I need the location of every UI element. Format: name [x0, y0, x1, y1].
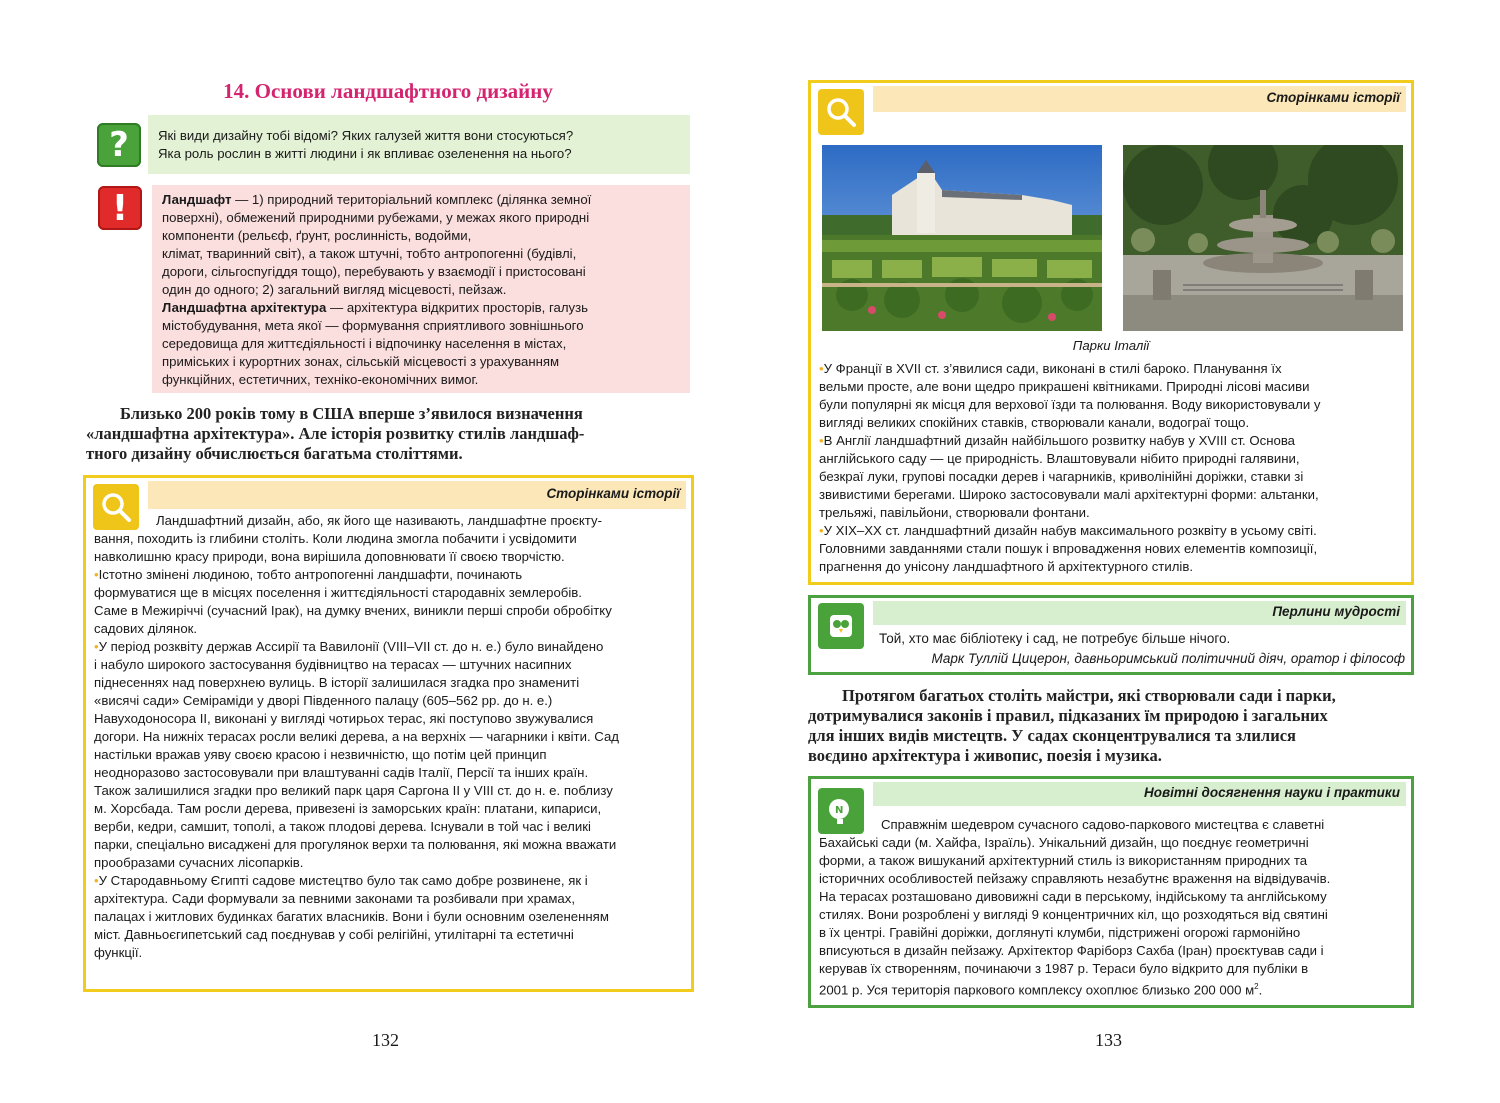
- history-line: Головними завданнями стали пошук і впровадження нових елементів композиції,: [819, 541, 1318, 556]
- history-box-right: [808, 80, 1414, 585]
- garden-photo-chateau: [822, 145, 1102, 331]
- history-line: У період розквіту держав Ассирії та Вавилонії (VIII–VII ст. до н. е.) було винайдено: [98, 639, 604, 654]
- history-line: трельяжі, павільйони, створювали фонтани.: [819, 505, 1090, 520]
- science-line: На терасах розташовано дивовижні сади в перському, індійському та англійському: [819, 889, 1327, 904]
- history-line: навколишню красу природи, вона вирішила доповнювати її своєю творчістю.: [94, 549, 565, 564]
- closing-line: дотримувалися законів і правил, підказаних їм природою і загальних: [808, 706, 1328, 725]
- closing-paragraph: [808, 686, 1414, 766]
- bullet-icon: •: [94, 873, 99, 888]
- history-line: садових ділянок.: [94, 621, 198, 636]
- history-line: Навуходоносора II, виконані у вигляді чотирьох терас, які поступово звужувалися: [94, 711, 594, 726]
- intro-paragraph: [86, 404, 690, 464]
- history-line: Ландшафтний дизайн, або, як його ще називають, ландшафтне проєкту-: [156, 513, 602, 528]
- wisdom-header: [873, 601, 1406, 625]
- definition-text: один до одного; 2) загальний вигляд місцевості, пейзаж.: [162, 282, 507, 297]
- superscript: 2: [1254, 982, 1259, 991]
- definition-text: компоненти (рельєф, ґрунт, рослинність, водойми,: [162, 228, 472, 243]
- history-line: палацах і житлових будинках багатих власників. Вони і були основним озелененням: [94, 909, 609, 924]
- history-line: міст. Давньоєгипетський сад поєднував у собі релігійні, утилітарні та естетичні: [94, 927, 574, 942]
- exclamation-icon: !: [98, 186, 142, 230]
- history-box-left: [83, 475, 694, 992]
- science-line: форми, а також вишуканий архітектурний стиль із використанням природних та: [819, 853, 1308, 868]
- history-line: У XIX–XX ст. ландшафтний дизайн набув максимального розквіту в усьому світі.: [823, 523, 1317, 538]
- history-line: Також залишилися згадки про великий парк царя Саргона II у VIII ст. до н. е. поблизу: [94, 783, 613, 798]
- history-header: [148, 481, 686, 509]
- history-line: верби, кедри, самшит, тополі, а також плодові дерева. Існували в той час і великі: [94, 819, 591, 834]
- history-line: вельми просте, але вони щедро прикрашені квітниками. Природні лісові масиви: [819, 379, 1310, 394]
- page-number: 132: [372, 1030, 399, 1050]
- history-line: настільки вражав уяву своєю красою і незвичністю, що потім цей принцип: [94, 747, 547, 762]
- bullet-icon: •: [819, 361, 824, 376]
- definition-text: функційних, естетичних, техніко-економічних вимог.: [162, 372, 479, 387]
- bullet-icon: •: [819, 523, 824, 538]
- page-title: 14. Основи ландшафтного дизайну: [223, 79, 553, 103]
- history-line: вання, походить із глибини століть. Коли людина змогла побачити і усвідомити: [94, 531, 577, 546]
- bullet-icon: •: [94, 639, 99, 654]
- wisdom-box: [808, 595, 1414, 675]
- bullet-icon: •: [94, 567, 99, 582]
- wisdom-header-label: Перлини мудрості: [1272, 604, 1400, 619]
- history-line: В Англії ландшафтний дизайн найбільшого розвитку набув у XVIII ст. Основа: [823, 433, 1296, 448]
- wisdom-quote: Той, хто має бібліотеку і сад, не потребує більше нічого.: [879, 631, 1231, 646]
- science-line: історичних особливостей пейзажу справляють незабутнє враження на відвідувачів.: [819, 871, 1331, 886]
- definition-text: — 1) природний територіальний комплекс (ділянка земної: [231, 192, 592, 207]
- history-line: вигляді великих спокійних ставків, створювали канали, водограї тощо.: [819, 415, 1250, 430]
- page-number: 133: [1095, 1030, 1122, 1050]
- history-line: парки, спеціально висаджені для прогулянок верхи та полювання, які можна вважати: [94, 837, 617, 852]
- intro-line: Близько 200 років тому в США вперше з’явилося визначення: [120, 404, 583, 423]
- science-line: Бахайські сади (м. Хайфа, Ізраїль). Унікальний дизайн, що поєднує геометричні: [819, 835, 1309, 850]
- history-line: і набуло широкого застосування будівництво на терасах — штучних насипних: [94, 657, 572, 672]
- history-line: Саме в Межиріччі (сучасний Ірак), на думку вчених, виникли перші спроби обробітку: [94, 603, 612, 618]
- definition-text: дороги, сільгоспугіддя тощо), перебувають у взаємодії і пристосовані: [162, 264, 586, 279]
- history-header: [873, 86, 1406, 112]
- definition-text: клімат, тваринний світ), а також штучні, тобто антропогенні (будівлі,: [162, 246, 577, 261]
- science-header: [873, 782, 1406, 806]
- end-period: .: [1258, 982, 1263, 998]
- history-header-label: Сторінками історії: [546, 486, 680, 501]
- history-line: формуватися ще в місцях поселення і життєдіяльності стародавніх землеробів.: [94, 585, 582, 600]
- closing-line: воєдино архітектура і живопис, поезія і музика.: [808, 746, 1162, 765]
- definition-text: — архітектура відкритих просторів, галузь: [326, 300, 589, 315]
- questions-box: [148, 115, 690, 174]
- history-line: прообразами сучасних лісопарків.: [94, 855, 304, 870]
- history-line: м. Хорсбада. Там росли дерева, привезені із заморських країн: платани, кипариси,: [94, 801, 602, 816]
- history-line: «висячі сади» Семіраміди у дворі Південного палацу (605–562 рр. до н. е.): [94, 693, 553, 708]
- science-line: вписуються в дизайн пейзажу. Архітектор Фаріборз Сахба (Іран) проєктував сади і: [819, 943, 1324, 958]
- history-text: [94, 512, 686, 962]
- history-line: У Стародавньому Єгипті садове мистецтво було так само добре розвинене, як і: [98, 873, 588, 888]
- term: Ландшафтна архітектура: [162, 300, 327, 315]
- science-line: Справжнім шедевром сучасного садово-паркового мистецтва є славетні: [881, 817, 1325, 832]
- science-box: [808, 776, 1414, 1008]
- intro-line: «ландшафтна архітектура». Але історія розвитку стилів ландшаф-: [86, 424, 585, 443]
- garden-photo-fountain: [1123, 145, 1403, 331]
- science-line: керував їх створенням, починаючи з 1987 р. Тераси було відкрито для публіки в: [819, 961, 1309, 976]
- definition-text: поверхні), обмежений природними рубежами, у межах якого природні: [162, 210, 590, 225]
- closing-line: для інших видів мистецтв. У садах сконцентрувалися та злилися: [808, 726, 1296, 745]
- question-line: Які види дизайну тобі відомі? Яких галузей життя вони стосуються?: [158, 128, 574, 143]
- definition-text: середовища для життєдіяльності і відпочинку населення в містах,: [162, 336, 567, 351]
- history-line: Істотно змінені людиною, тобто антропогенні ландшафти, починають: [98, 567, 523, 582]
- history-line: архітектура. Сади формували за певними законами та розбивали при храмах,: [94, 891, 575, 906]
- closing-line: Протягом багатьох століть майстри, які створювали сади і парки,: [842, 686, 1336, 705]
- magnifier-icon: [818, 89, 864, 135]
- history-line: звивистими берегами. Широко застосовували малі архітектурні форми: альтанки,: [819, 487, 1319, 502]
- science-line: стилях. Вони розроблені у вигляді 9 концентричних кіл, що розходяться від святині: [819, 907, 1328, 922]
- definition-text: приміських і курортних зонах, сільській місцевості з урахуванням: [162, 354, 560, 369]
- science-text: [819, 816, 1407, 999]
- history-line: прагнення до унісону ландшафтного й архітектурного стилів.: [819, 559, 1193, 574]
- history-line: неодноразово застосовували при влаштуванні садів Італії, Персії та інших країн.: [94, 765, 589, 780]
- history-line: У Франції в XVII ст. з’явилися сади, виконані в стилі бароко. Планування їх: [823, 361, 1282, 376]
- science-header-label: Новітні досягнення науки і практики: [1144, 785, 1400, 800]
- history-header-label: Сторінками історії: [1266, 90, 1400, 105]
- svg-text:N: N: [835, 805, 844, 816]
- owl-icon: [818, 603, 864, 649]
- question-line: Яка роль рослин в житті людини і як впливає озеленення на нього?: [158, 146, 572, 161]
- term: Ландшафт: [162, 192, 232, 207]
- history-line: піднесеннях над поверхнею вулиць. В історії залишилася згадка про знамениті: [94, 675, 580, 690]
- science-line: 2001 р. Уся територія паркового комплексу охоплює близько 200 000 м: [819, 982, 1255, 998]
- intro-line: тного дизайну обчислюється багатьма століттями.: [86, 444, 463, 463]
- definitions-box: [152, 185, 690, 393]
- photo-caption: Парки Італії: [1072, 338, 1150, 353]
- bullet-icon: •: [819, 433, 824, 448]
- science-line: в їх центрі. Гравійні доріжки, доглянуті клумби, підстрижені огорожі гармонійно: [819, 925, 1301, 940]
- history-line: англійського саду — це природність. Влаштовували нібито природні галявини,: [819, 451, 1300, 466]
- wisdom-author: Марк Туллій Цицерон, давньоримський політичний діяч, оратор і філософ: [931, 651, 1405, 666]
- history-line: догори. На нижніх терасах росли великі дерева, а на верхніх — чагарники і квіти. Сад: [94, 729, 619, 744]
- definition-text: містобудування, мета якої — формування сприятливого зовнішнього: [162, 318, 584, 333]
- history-line: були популярні як місця для верхової їзди та полювання. Воду використовували у: [819, 397, 1321, 412]
- history-line: безкраї луки, групові посадки дерев і чагарників, криволінійні доріжки, ставки зі: [819, 469, 1304, 484]
- history-line: функції.: [94, 945, 143, 960]
- question-icon: ?: [97, 123, 141, 167]
- history-text: [819, 360, 1407, 576]
